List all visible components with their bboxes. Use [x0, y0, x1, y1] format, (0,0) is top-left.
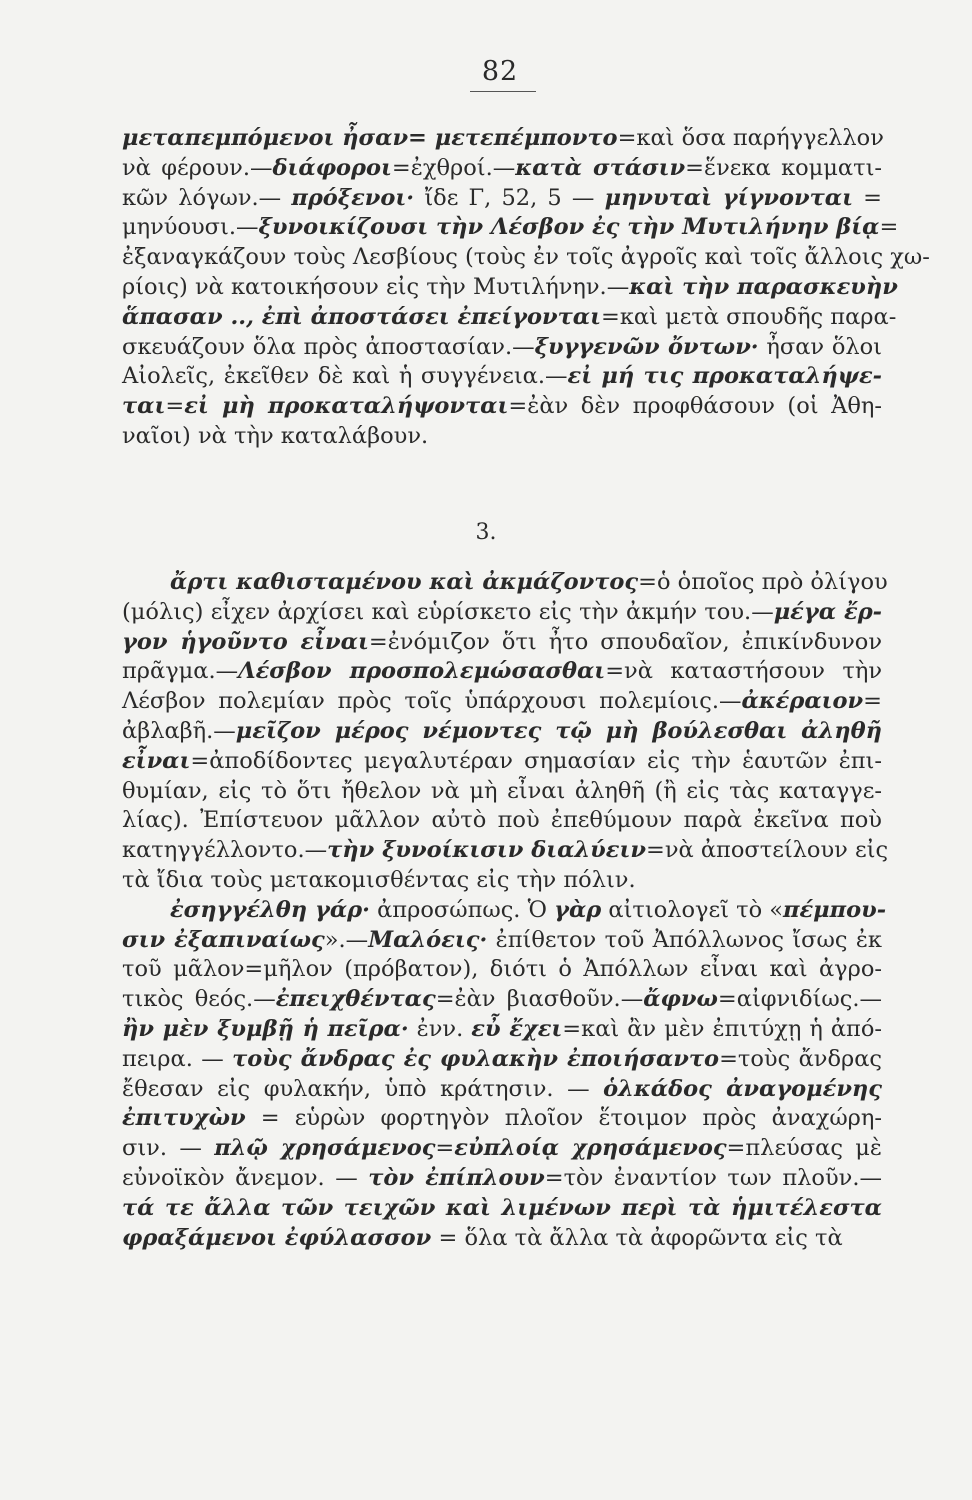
gloss-text: = [852, 184, 882, 211]
gloss-text: ἐπίθετον τοῦ Ἀπόλλωνος ἴσως ἐκ [487, 926, 882, 953]
text-line [122, 1104, 882, 1134]
text-line [122, 777, 882, 807]
gloss-text: ναῖοι) νὰ τὴν καταλάβουν. [122, 422, 429, 449]
gloss-text: =καὶ ἂν μὲν ἐπιτύχῃ ἡ ἀπό- [562, 1015, 882, 1042]
gloss-text: τὰ ἴδια τοὺς μετακομισθέντας εἰς τὴν πόλιν. [122, 866, 636, 893]
gloss-text: ἐξαναγκάζουν τοὺς Λεσβίους (τοὺς ἐν τοῖς ἀγροῖς καὶ τοῖς ἄλλοις χω- [122, 244, 930, 271]
lemma-text: ἢν μὲν ξυμβῇ ἡ πεῖρα· [122, 1015, 409, 1042]
gloss-text: =αἰφνιδίως.— [717, 986, 883, 1013]
text-line [122, 1134, 882, 1164]
gloss-text: = ὅλα τὰ ἄλλα τὰ ἀφορῶντα εἰς τὰ [431, 1224, 843, 1251]
text-line [122, 806, 882, 836]
text-line [122, 926, 882, 956]
gloss-text: ».— [324, 926, 369, 953]
lemma-text: εὖ ἔχει [471, 1015, 563, 1042]
gloss-text: = εὑρὼν φορτηγὸν πλοῖον ἕτοιμον πρὸς ἀναχώρη- [245, 1105, 882, 1132]
lemma-text: πλῷ χρησάμενος [214, 1135, 436, 1162]
lemma-text: κατὰ στάσιν [515, 154, 686, 181]
gloss-text: = [863, 688, 882, 715]
lemma-text: μεῖζον μέρος νέμοντες τῷ μὴ βούλεσθαι ἀληθῆ [235, 717, 882, 744]
gloss-text: =ἐὰν βιασθοῦν.— [435, 986, 644, 1013]
lemma-text: φραξάμενοι ἐφύλασσον [122, 1224, 432, 1251]
text-line [122, 362, 882, 392]
lemma-text: σιν ἐξαπιναίως [122, 926, 325, 953]
text-line [122, 184, 882, 214]
text-line [122, 303, 897, 333]
gloss-text: ἴδε Γ, 52, 5 — [414, 184, 605, 211]
gloss-text: =ἐὰν δὲν προφθάσουν (οἱ Ἀθη- [508, 393, 882, 420]
gloss-text: = [435, 1135, 455, 1162]
text-line [122, 955, 882, 985]
gloss-text: ἀβλαβῆ.— [122, 717, 236, 744]
lemma-text: ἄφνω [643, 986, 718, 1013]
gloss-text: σιν. — [122, 1135, 215, 1162]
section-number: 3. [475, 520, 497, 545]
gloss-text: =πλεύσας μὲ [726, 1135, 882, 1162]
text-line [122, 243, 930, 273]
gloss-text: πειρα. — [122, 1045, 233, 1072]
lemma-text: γὰρ [554, 896, 602, 923]
gloss-text: μηνύουσι.— [122, 214, 259, 241]
lemma-text: τὸν ἐπίπλουν [368, 1164, 545, 1191]
gloss-text: εὐνοϊκὸν ἄνεμον. — [122, 1164, 369, 1191]
gloss-text: = [165, 393, 185, 420]
text-line [122, 836, 889, 866]
page-number: 82 [481, 56, 519, 87]
lemma-text: ἄρτι καθισταμένου καὶ ἀκμάζοντος [170, 569, 639, 595]
lemma-text: πέμπου- [783, 896, 887, 923]
lemma-text: ἐπιτυχὼν [122, 1105, 246, 1132]
lemma-text: μεταπεμπόμενοι ἦσαν= μετεπέμποντο [122, 125, 618, 151]
text-line [122, 747, 882, 777]
lemma-text: ξυγγενῶν ὄντων· [534, 333, 759, 360]
commentary-block-1 [122, 124, 930, 452]
text-line [122, 333, 882, 363]
text-line [122, 1045, 882, 1075]
lemma-text: ἐσηγγέλθη γάρ· [170, 896, 370, 923]
lemma-text: εἰ μή τις προκαταλήψε- [567, 363, 882, 390]
gloss-text: ἐνν. [408, 1015, 472, 1042]
lemma-text: μηνυταὶ γίγνονται [604, 184, 853, 211]
text-line [122, 717, 882, 747]
gloss-text: =ἕνεκα κομματι- [685, 154, 882, 181]
page-number-rule [470, 91, 536, 92]
text-line [122, 1194, 882, 1224]
text-line [122, 1015, 882, 1045]
gloss-text: τοῦ μᾶλον=μῆλον (πρόβατον), διότι ὁ Ἀπόλλων εἶναι καὶ ἀγρο- [122, 956, 882, 983]
gloss-text: =τὸν ἐναντίον των πλοῦν.— [544, 1164, 882, 1191]
lemma-text: ἐπειχθέντας [275, 986, 436, 1013]
gloss-text: τικὸς θεός.— [122, 986, 276, 1013]
lemma-text: Λέσβον προσπολεμώσασθαι [238, 658, 606, 685]
lemma-text: τὴν ξυνοίκισιν διαλύειν [327, 837, 646, 864]
lemma-text: ται [122, 393, 166, 420]
gloss-text: =ἀποδίδοντες μεγαλυτέραν σημασίαν εἰς τὴν ἑαυτῶν ἐπι- [190, 747, 882, 774]
gloss-text: =ὁ ὁποῖος πρὸ ὀλίγου [638, 569, 888, 595]
lemma-text: Μαλόεις· [368, 926, 488, 953]
text-line [122, 687, 882, 717]
lemma-text: πρόξενοι· [291, 184, 415, 211]
lemma-text: ὁλκάδος ἀναγομένης [603, 1075, 882, 1102]
gloss-text: Λέσβον πολεμίαν πρὸς τοῖς ὑπάρχουσι πολεμίοις.— [122, 688, 742, 715]
gloss-text: Αἰολεῖς, ἐκεῖθεν δὲ καὶ ἡ συγγένεια.— [122, 363, 568, 390]
lemma-text: μέγα ἔρ- [773, 598, 882, 625]
gloss-text: ἔθεσαν εἰς φυλακήν, ὑπὸ κράτησιν. — [122, 1075, 604, 1102]
gloss-text: πρᾶγμα.— [122, 658, 239, 685]
gloss-text: ρίοις) νὰ κατοικήσουν εἰς τὴν Μυτιλήνην.— [122, 273, 630, 300]
text-line [122, 896, 887, 926]
gloss-text: = [879, 214, 899, 241]
lemma-text: γον ἡγοῦντο εἶναι [122, 628, 369, 655]
text-line [122, 985, 882, 1015]
lemma-text: τά τε ἄλλα τῶν τειχῶν καὶ λιμένων περὶ τὰ ἡμιτέλεστα [122, 1194, 882, 1221]
lemma-text: εἶναι [122, 747, 191, 774]
gloss-text: αἰτιολογεῖ τὸ « [601, 896, 784, 923]
gloss-text: κῶν λόγων.— [122, 184, 292, 211]
text-line [122, 568, 888, 598]
gloss-text: λίας). Ἐπίστευον μᾶλλον αὐτὸ ποὺ ἐπεθύμουν παρὰ ἐκεῖνα ποὺ [122, 807, 882, 834]
gloss-text: κατηγγέλλοντο.— [122, 837, 328, 864]
gloss-text: =νὰ καταστήσουν τὴν [605, 658, 882, 685]
gloss-text: =καὶ μετὰ σπουδῆς παρα- [601, 303, 897, 330]
gloss-text: ἦσαν ὅλοι [758, 333, 882, 360]
gloss-text: θυμίαν, εἰς τὸ ὅτι ἤθελον νὰ μὴ εἶναι ἀληθῆ (ἢ εἰς τὰς καταγγε- [122, 777, 882, 804]
lemma-text: εἰ μὴ προκαταλήψονται [184, 393, 509, 420]
lemma-text: ἅπασαν .., ἐπὶ ἀποστάσει ἐπείγονται [122, 303, 601, 330]
gloss-text: =τοὺς ἄνδρας [719, 1045, 883, 1072]
gloss-text: =νὰ ἀποστείλουν εἰς [645, 837, 889, 864]
text-line [122, 273, 898, 303]
gloss-text: νὰ φέρουν.— [122, 154, 273, 181]
text-line [122, 657, 882, 687]
text-line [122, 628, 882, 658]
gloss-text: =ἐχθροί.— [391, 154, 516, 181]
gloss-text: (μόλις) εἶχεν ἀρχίσει καὶ εὑρίσκετο εἰς τὴν ἀκμήν του.— [122, 598, 774, 625]
text-line [122, 1164, 882, 1194]
lemma-text: τοὺς ἄνδρας ἐς φυλακὴν ἐποιήσαντο [232, 1045, 720, 1072]
text-line [122, 154, 882, 184]
lemma-text: ἀκέραιον [741, 688, 864, 715]
gloss-text: =ἐνόμιζον ὅτι ἦτο σπουδαῖον, ἐπικίνδυνον [368, 628, 882, 655]
gloss-text: ἀπροσώπως. Ὁ [369, 896, 555, 923]
commentary-block-2 [122, 568, 889, 1253]
text-line [122, 124, 882, 154]
text-line [122, 213, 899, 243]
gloss-text: σκευάζουν ὅλα πρὸς ἀποστασίαν.— [122, 333, 535, 360]
text-line [122, 422, 882, 452]
lemma-text: εὐπλοίᾳ χρησάμενος [454, 1135, 727, 1162]
text-line [122, 392, 882, 422]
text-line [122, 866, 882, 896]
lemma-text: καὶ τὴν παρασκευὴν [629, 273, 898, 300]
text-line [122, 1075, 882, 1105]
gloss-text: =καὶ ὅσα παρήγγελλον [617, 125, 884, 151]
text-line [122, 598, 882, 628]
lemma-text: διάφοροι [272, 154, 392, 181]
text-line [122, 1224, 882, 1254]
lemma-text: ξυνοικίζουσι τὴν Λέσβον ἐς τὴν Μυτιλήνην βίᾳ [258, 214, 880, 241]
